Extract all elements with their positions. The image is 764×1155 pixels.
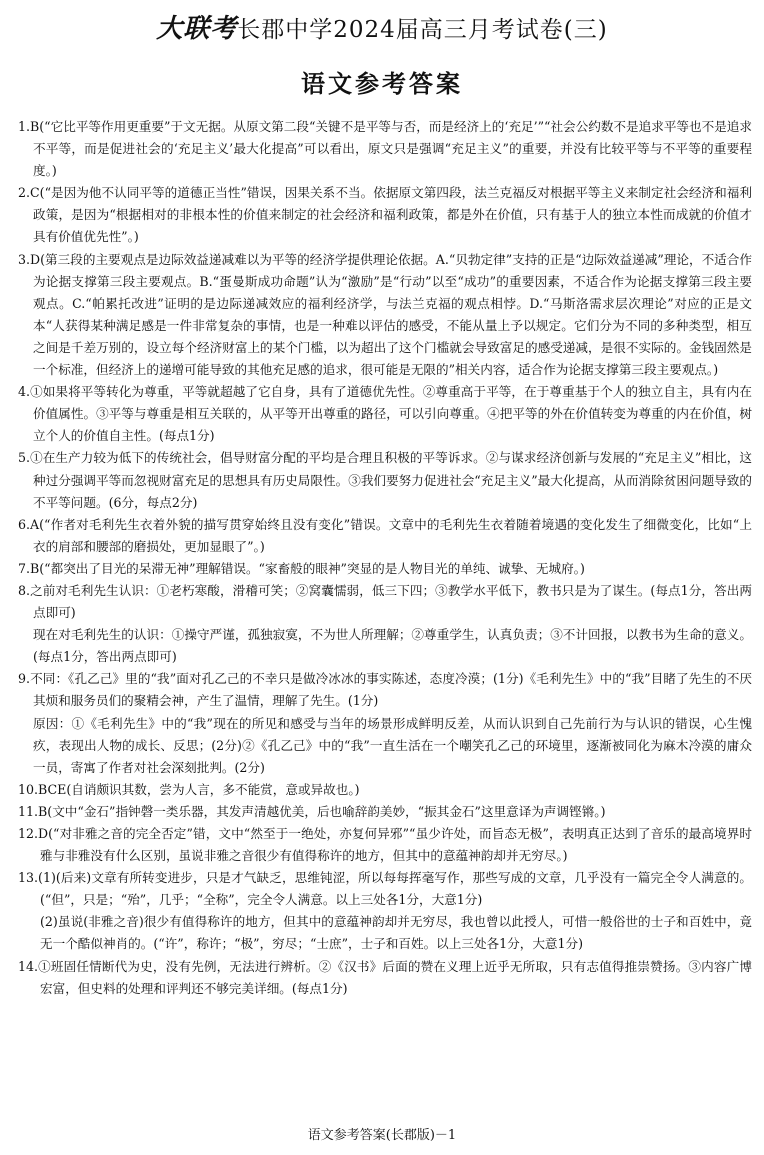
- answer-continuation: (2)虽说(非雅之音)很少有值得称许的地方，但其中的意蕴神韵却并无穷尽，我也曾以此授人，可惜一般俗世的士子和百姓中，竟无一个酷似神肖的。(“许”，称许；“极”，穷尽；“士庶”，士子和百姓。以上三处各1分，大意1分): [40, 914, 752, 952]
- answer-item: 3.D(第三段的主要观点是边际效益递减难以为平等的经济学提供理论依据。A.“贝勃定律”支持的正是“边际效益递减”理论，不适合作为论据支撑第三段主要观点。B.“蛋曼斯成功命题”认为“激励”是“行动”以至“成功”的重要因素，不适合作为论据支撑第三段主要观点。C.“帕累托改进”证明的是边际递减效应的福利经济学，与法兰克福的观点相悖。D.“马斯洛需求层次理论”对应的正是文本“人获得某种满足感是一件非常复杂的事情，也是一种难以评估的感受，不能从量上予以规定。它们分为不同的多种类型，相互之间是千差万别的，设立每个经济财富上的某个门槛，以为超出了这个门槛就会导致富足的感受递减，是很不实际的。金钱固然是一个标准，但经济上的递增可能导致的其他充足感的追求，很可能是无限的”相关内容，适合作为论据支撑第三段主要观点。): [18, 251, 752, 378]
- answer-continuation: 现在对毛利先生的认识：①操守严谨，孤独寂寞，不为世人所理解；②尊重学生，认真负责；③不计回报，以教书为生命的意义。(每点1分，答出两点即可): [33, 627, 752, 665]
- exam-header: [0, 8, 764, 45]
- page-footer: 语文参考答案(长郡版)－1: [307, 1128, 457, 1143]
- answer-item: 6.A(“作者对毛利先生衣着外貌的描写贯穿始终且没有变化”错误。文章中的毛利先生衣着随着境遇的变化发生了细微变化，比如“上衣的肩部和腰部的磨损处，更加显眼了”。): [18, 516, 752, 554]
- answer-item: 7.B(“都突出了目光的呆滞无神”理解错误。“家畜般的眼神”突显的是人物目光的单纯、诚挚、无城府。): [18, 560, 585, 576]
- answer-item: 14.①班固任情断代为史，没有先例，无法进行辨析。②《汉书》后面的赞在义理上近乎无所取，只有志值得推崇赞扬。③内容广博宏富，但史料的处理和评判还不够完美详细。(每点1分): [18, 958, 752, 996]
- answers-list: [18, 116, 752, 1000]
- page-subtitle: 语文参考答案: [301, 70, 463, 98]
- answer-item: 13.(1)(后来)文章有所转变进步，只是才气缺乏，思维钝涩，所以每每挥毫写作，那些写成的文章，几乎没有一篇完全令人满意的。(“但”，只是；“殆”，几乎；“全称”，完全令人满意。以上三处各1分，大意1分): [18, 870, 752, 908]
- answer-item: 4.①如果将平等转化为尊重，平等就超越了它自身，具有了道德优先性。②尊重高于平等，在于尊重基于个人的独立自主，具有内在价值属性。③平等与尊重是相互关联的，从平等开出尊重的路径，可以引向尊重。④把平等的外在价值转变为尊重的内在价值，树立个人的价值自主性。(每点1分): [18, 384, 752, 444]
- exam-title: 长郡中学2024届高三月考试卷(三): [237, 17, 608, 43]
- answer-item: 2.C(“是因为他不认同平等的道德正当性”错误，因果关系不当。依据原文第四段，法兰克福反对根据平等主义来制定社会经济和福利政策，是因为“根据相对的非根本性的价值来制定的社会经济和福利政策，都是外在价值，只有基于人的独立本性而成就的价值才具有价值优先性”。): [18, 185, 752, 245]
- answer-item: 8.之前对毛利先生认识：①老朽寒酸，滑稽可笑；②窝囊懦弱，低三下四；③教学水平低下，教书只是为了谋生。(每点1分，答出两点即可): [18, 582, 752, 621]
- brand-logo-text: 大联考: [156, 14, 238, 44]
- answer-continuation: 原因：①《毛利先生》中的“我”现在的所见和感受与当年的场景形成鲜明反差，从而认识到自己先前行为与认识的错误，心生愧疚，表现出人物的成长、反思；(2分)②《孔乙己》中的“我”一直生活在一个嘲笑孔乙己的环境里，逐渐被同化为麻木冷漠的庸众一员，寄寓了作者对社会深刻批判。(2分): [33, 715, 752, 775]
- answer-item: 9.不同：《孔乙己》里的“我”面对孔乙己的不幸只是做冷冰冰的事实陈述，态度冷漠；(1分)《毛利先生》中的“我”目睹了先生的不厌其烦和服务员们的聚精会神，产生了温情，理解了先生。(1分): [18, 671, 752, 709]
- answer-item: 5.①在生产力较为低下的传统社会，倡导财富分配的平均是合理且积极的平等诉求。②与谋求经济创新与发展的“充足主义”相比，这种过分强调平等而忽视财富充足的思想具有历史局限性。③我们要努力促进社会“充足主义”最大化提高，从而消除贫困问题导致的不平等问题。(6分，每点2分): [18, 450, 752, 510]
- answer-item: 10.BCE(自诮颇识其数，尝为人言，多不能赏，意或异故也。): [18, 781, 360, 797]
- answer-item: 1.B(“它比平等作用更重要”于文无据。从原文第二段“关键不是平等与否，而是经济上的‘充足’”“社会公约数不是追求平等也不是追求不平等，而是促进社会的‘充足主义’最大化提高”可以看出，原文只是强调“充足主义”的重要，并没有比较平等与不平等的重要程度。): [18, 119, 752, 179]
- answer-item: 12.D(“对非雅之音的完全否定”错，文中“然至于一绝处，亦复何异邪”“虽少许处，而旨态无极”，表明真正达到了音乐的最高境界时雅与非雅没有什么区别，虽说非雅之音很少有值得称许的地方，但其中的意蕴神韵却并无穷尽。): [18, 826, 752, 864]
- answer-item: 11.B(文中“金石”指钟磬一类乐器，其发声清越优美，后也喻辞韵美妙，“振其金石”这里意译为声调铿锵。): [18, 803, 606, 819]
